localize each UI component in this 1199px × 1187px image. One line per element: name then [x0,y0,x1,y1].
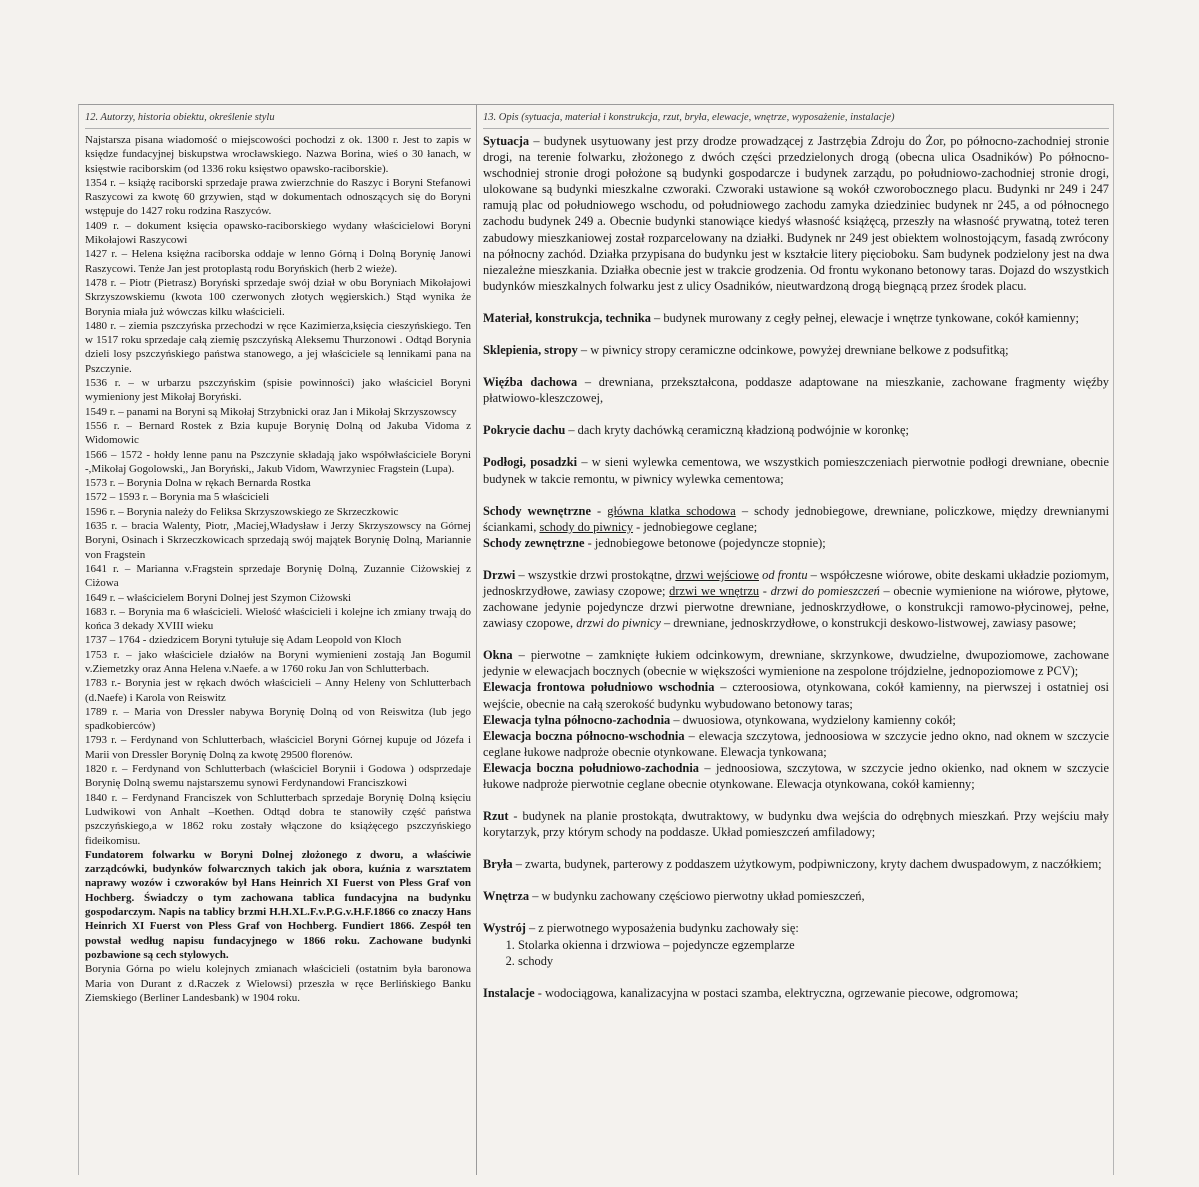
wystroj-list [483,937,1109,969]
section-text: - jednobiegowe betonowe (pojedyncze stopnie); [584,535,826,550]
section-text: - [759,583,771,598]
section-text: – czteroosiowa, otynkowana, cokół kamienny, na pierwszej i ostatniej osi wejście, obecnie na całą szerokość budynku wybudowano betonowy taras; [483,680,1109,711]
section-text: – pierwotne – zamknięte łukiem odcinkowym, drewniane, skrzynkowe, dwudzielne, dwupoziomowe, zachowane jedynie w elewacjach bocznych (obecnie w większości wymienione na zespolone trójdzielne, jednopoziomowe z PCV); [483,648,1109,679]
section-elewacja-boczna-pn-wsch [483,728,1109,760]
section-elewacja-frontowa [483,679,1109,711]
list-item: 1. Stolarka okienna i drzwiowa – pojedyncze egzemplarze [518,937,1109,953]
history-text [85,133,471,1005]
section-text-underlined: główna klatka schodowa [607,503,736,518]
section-text-italic: od frontu [758,567,808,582]
history-paragraph: 1820 r. – Ferdynand von Schlutterbach (właściciel Borynii i Godowa ) odsprzedaje Borynię Dolną swemu najstarszemu synowi Ferdynandowi Franciszkowi [85,763,471,790]
section-sklepienia [483,342,1109,358]
history-paragraph: 1783 r.- Borynia jest w rękach dwóch właścicieli – Anny Heleny von Schlutterbach (d.Naefe) i Karola von Reiswitz [85,677,471,704]
history-paragraph: 1649 r. – właścicielem Boryni Dolnej jest Szymon Ciżowski [85,591,352,604]
section-label: Pokrycie dachu [483,423,566,438]
section-text-underlined: drzwi we wnętrzu [669,583,760,598]
section-wiezba [483,374,1109,406]
section-okna [483,647,1109,679]
section-text: – w sieni wylewka cementowa, we wszystkich pomieszczeniach pierwotnie podłogi drewniane, obecnie budynek w takcie remontu, w piwnicy wylewka cementowa; [483,455,1109,486]
history-paragraph: 1478 r. – Piotr (Pietrasz) Boryński sprzedaje swój dział w obu Boryniach Mikołajowi Skrzyszowskiemu (kwota 100 czerwonych złotych węgierskich.) Stąd wynika że Borynia miała już wówczas kilku właścicieli. [85,276,471,318]
history-column-header: 12. Autorzy, historia obiektu, określenie stylu [85,108,471,129]
history-paragraph: 1572 – 1593 r. – Borynia ma 5 właścicieli [85,491,270,504]
history-paragraph: 1549 r. – panami na Boryni są Mikołaj Strzybnicki oraz Jan i Mikołaj Skrzyszowscy [85,405,457,418]
section-drzwi [483,567,1109,631]
history-paragraph: 1427 r. – Helena księżna raciborska oddaje w lenno Górną i Dolną Borynię Janowi Raszycowi. Tenże Jan jest protoplastą rodu Boryńskich (herb 2 wieże). [85,248,471,275]
document-form [78,104,1114,1175]
section-elewacja-boczna-pd-zach [483,760,1109,792]
section-text: – drewniana, przekształcona, poddasze adaptowane na mieszkanie, zachowane fragmenty więźby płatwiowo-kleszczowej, [483,375,1110,406]
history-paragraph: 1409 r. – dokument księcia opawsko-raciborskiego wydany właścicielowi Boryni Mikołajowi Raszycowi [85,219,471,247]
section-label: Elewacja boczna północno-wschodnia [483,728,685,743]
section-text: - jednobiegowe ceglane; [633,519,758,534]
section-text: – współczesne wiórowe, obite deskami układzie poziomym, jednoskrzydłowe, zawiasy czopowe; [483,567,1110,598]
section-label: Elewacja boczna południowo-zachodnia [483,760,699,775]
history-paragraph: Najstarsza pisana wiadomość o miejscowości pochodzi z ok. 1300 r. Jest to zapis w księdze fundacyjnej biskupstwa wrocławskiego. Nazwa Borina, wieś o 30 łanach, w księstwie raciborskim (od 1336 roku księstwo opawsko-raciborskie). [85,134,471,175]
section-text: – elewacja szczytowa, jednoosiowa w szczycie jedno okno, nad oknem w szczycie ceglane łukowe nadproże obecnie otynkowane. Elewacja tynkowana; [483,728,1109,759]
section-schody-wewnetrzne [483,503,1109,535]
description-text [483,133,1109,1001]
section-text: – w piwnicy stropy ceramiczne odcinkowe, powyżej drewniane belkowe z podsufitką; [577,343,1009,358]
history-paragraph: 1536 r. – w urbarzu pszczyńskim (spisie powinności) jako właściciel Boryni wymieniony jest Mikołaj Boryński. [85,377,471,404]
section-bryla [483,856,1109,872]
history-paragraph: 1635 r. – bracia Walenty, Piotr, ,Maciej,Władysław i Jerzy Skrzyszowscy na Górnej Boryni, Osinach i Skrzeczkowicach sprzedają swój majątek Borynię Dolną, Mariannie von Fragstein [85,520,471,561]
section-text: – budynek murowany z cegły pełnej, elewacje i wnętrze tynkowane, cokół kamienny; [650,310,1079,325]
history-paragraph: 1753 r. – jako właściciele działów na Boryni wymienieni zostają Jan Bogumil v.Ziemetzky oraz Anna Helena v.Naefe. a w 1760 roku Jan von Schlutterbach. [85,648,471,675]
section-label: Schody wewnętrzne [483,503,591,518]
history-paragraph: Borynia Górna po wielu kolejnych zmianach właścicieli (ostatnim była baronowa Maria von Durant z d.Raczek z Wielowsi) przeszła w ręce Berlińskiego Banku Ziemskiego (Berliner Landesbank) w 1904 roku. [85,963,471,1004]
section-wystroj [483,920,1109,936]
section-material [483,310,1109,326]
section-label: Drzwi [483,567,516,582]
section-label: Schody zewnętrzne [483,535,585,550]
section-label: Sklepienia, stropy [483,343,578,358]
history-paragraph: 1556 r. – Bernard Rostek z Bzia kupuje Borynię Dolną od Jakuba Vidoma z Widomowic [85,419,471,447]
section-label: Instalacje [483,985,535,1000]
section-text: – obecnie wymienione na wiórowe, płytowe, zachowane jedynie pojedyncze drzwi pierwotne drewniane, jednoskrzydłowe, o konstrukcji ramowo-płycinowej, pełne, zawiasy czopowe, [483,583,1109,631]
section-podlogi [483,454,1109,486]
section-text-italic: drzwi do pomieszczeń [770,583,880,598]
history-paragraph: 1480 r. – ziemia pszczyńska przechodzi w ręce Kazimierza,księcia cieszyńskiego. Ten w 1517 roku sprzedaje całą ziemię pszczyńską Aleksemu Thurzonowi . Odtąd Borynia dzieli losy pszczyńskiego państwa stanowego, a jej właściciele są lennikami pana na Pszczynie. [85,319,471,375]
section-pokrycie [483,422,1109,438]
history-paragraph: 1737 – 1764 - dziedzicem Boryni tytułuje się Adam Leopold von Kloch [85,634,402,647]
section-sytuacja [483,133,1109,294]
history-paragraph: 1789 r. – Maria von Dressler nabywa Borynię Dolną od von Reiswitza (lub jego spadkobierców) [85,705,471,733]
section-label: Więźba dachowa [483,375,578,390]
history-paragraph: 1596 r. – Borynia należy do Feliksa Skrzyszowskiego ze Skrzeczkowic [85,505,399,518]
section-label: Elewacja frontowa południowo wschodnia [483,680,715,695]
section-schody-zewnetrzne [483,535,1109,551]
section-wnetrza [483,888,1109,904]
section-elewacja-tylna [483,712,1109,728]
section-text-underlined: drzwi wejściowe [675,567,759,582]
section-instalacje [483,985,1109,1001]
section-label: Wnętrza [483,889,530,904]
description-column-header: 13. Opis (sytuacja, materiał i konstrukcja, rzut, bryła, elewacje, wnętrze, wyposażenie, instalacje) [483,108,1109,129]
section-text: – wszystkie drzwi prostokątne, [515,567,676,582]
section-text-italic: drzwi do piwnicy [576,616,661,631]
section-text: – drewniane, jednoskrzydłowe, o konstrukcji deskowo-listwowej, zawiasy pasowe; [660,616,1077,631]
description-column [476,105,1113,1175]
history-paragraph: 1683 r. – Borynia ma 6 właścicieli. Wielość właścicieli i kolejne ich zmiany trwają do końca 3 dekady XVIII wieku [85,605,471,633]
history-paragraph: 1573 r. – Borynia Dolna w rękach Bernarda Rostka [85,477,311,490]
section-label: Wystrój [483,921,526,936]
section-label: Okna [483,648,513,663]
section-text-underlined: schody do piwnicy [539,519,634,534]
section-text: – z pierwotnego wyposażenia budynku zachowały się: [525,921,799,936]
section-label: Sytuacja [483,134,530,148]
list-item: 2. schody [518,953,1109,969]
section-text: – zwarta, budynek, parterowy z poddaszem użytkowym, podpiwniczony, kryty dachem dwuspadowym, z naczółkiem; [512,857,1102,872]
section-label: Elewacja tylna północno-zachodnia [483,712,671,727]
history-paragraph: 1641 r. – Marianna v.Fragstein sprzedaje Borynię Dolną, Zuzannie Ciżowskiej z Ciżowa [85,562,471,590]
history-paragraph: 1566 – 1572 - hołdy lenne panu na Pszczynie składają jako współwłaściciele Boryni -,Mikołaj Gogolowski,, Jan Boryński,, Jakub Vidom, Wawrzyniec Fragstein (Lupa). [85,448,471,475]
section-text: – budynek usytuowany jest przy drodze prowadzącej z Jastrzębia Zdroju do Żor, po północno-zachodniej stronie drogi, na terenie folwarku, złożonego z dwóch części przedzielonych drogą (obecna ulica Osadników) Po północno-wschodniej stronie drogi położone są budynki gospodarcze i budynek zarządu, po południowo-zachodniej stronie drogi, ulokowane są budynki mieszkalne czworaki. Czworaki ustawione są wokół czworobocznego placu. Budynki nr 249 i 247 ramują plac od południowego wschodu, od południowego zachodu zamyka dziedziniec budynek nr 245, a od północnego zachodu budynek 249 a. Obecnie budynki stanowiące kiedyś własność książęcą, przeszły na własność prywatną, toteż teren zabudowy mieszkaniowej został rozparcelowany na działki. Budynek nr 249 jest obiektem wolnostojącym, fasadą zwrócony na północny zachód. Działka przypisana do budynku jest w kształcie litery pięcioboku. Sam budynek podzielony jest na dwa niezależne mieszkania. Działka obecnie jest w trakcie grodzenia. Od frontu wykonano betonowy taras. Dojazd do wszystkich budynków mieszkalnych folwarku jest z ulicy Osadników, nieutwardzoną drogą biegnącą przez środek placu. [483,134,1109,293]
section-text: - [590,503,608,518]
section-text: - wodociągowa, kanalizacyjna w postaci szamba, elektryczna, ogrzewanie piecowe, odgromowa; [534,985,1019,1000]
history-paragraph: 1354 r. – książę raciborski sprzedaje prawa zwierzchnie do Raszyc i Boryni Stefanowi Raszycowi za kwotę 60 grzywien, stąd w dokumentach odnoszących się do Boryni wstępuje do 1427 roku rodzina Raszyców. [85,176,471,218]
section-text: – w budynku zachowany częściowo pierwotny układ pomieszczeń, [529,889,865,904]
section-text: – schody jednobiegowe, drewniane, policzkowe, między drewnianymi ściankami, [483,503,1110,534]
section-text: – dach kryty dachówką ceramiczną kładzioną podwójnie w koronkę; [565,423,909,438]
founder-paragraph: Fundatorem folwarku w Boryni Dolnej złożonego z dworu, a właściwie zarządcówki, budynków folwarcznych takich jak obora, kuźnia z warsztatem naprawy wozów i czworaków był Hans Heinrich XI Fuerst von Pless Graf von Hochberg. Świadczy o tym zachowana tablica fundacyjna na budynku gospodarczym. Napis na tablicy brzmi H.H.XL.F.v.P.G.v.H.F.1866 co znaczy Hans Heinrich XI Fuerst von Pless Graf von Hochberg. Fundiert 1866. Zespół ten powstał według napisu fundacyjnego w 1866 roku. Zachowane budynki pozbawione są cech stylowych. [85,848,471,961]
section-label: Podłogi, posadzki [483,455,578,470]
section-rzut [483,808,1109,840]
section-text: – dwuosiowa, otynkowana, wydzielony kamienny cokół; [670,712,956,727]
history-paragraph: 1793 r. – Ferdynand von Schlutterbach, właściciel Boryni Górnej kupuje od Józefa i Marii von Dressler Borynię Dolną za kwotę 29500 florenów. [85,734,471,761]
section-text: – jednoosiowa, szczytowa, w szczycie jedno okienko, nad oknem w szczycie łukowe nadproże pierwotnie ceglane obecnie otynkowane. Elewacja otynkowana, cokół kamienny; [483,760,1109,791]
section-label: Rzut [483,809,509,824]
section-text: - budynek na planie prostokąta, dwutraktowy, w budynku dwa wejścia do odrębnych mieszkań. Przy wejściu mały korytarzyk, przy którym schody na poddasze. Układ pomieszczeń amfiladowy; [483,809,1109,840]
section-label: Materiał, konstrukcja, technika [483,310,651,325]
history-paragraph: 1840 r. – Ferdynand Franciszek von Schlutterbach sprzedaje Borynię Dolną księciu Ludwikowi von Anhalt –Koethen. Odtąd dobra te stanowiły część państwa pszczyńskiego,a w 1862 roku zostały włączone do książęcego pszczyńskiego fideikomisu. [85,791,471,847]
section-label: Bryła [483,857,513,872]
history-column [79,105,476,1175]
